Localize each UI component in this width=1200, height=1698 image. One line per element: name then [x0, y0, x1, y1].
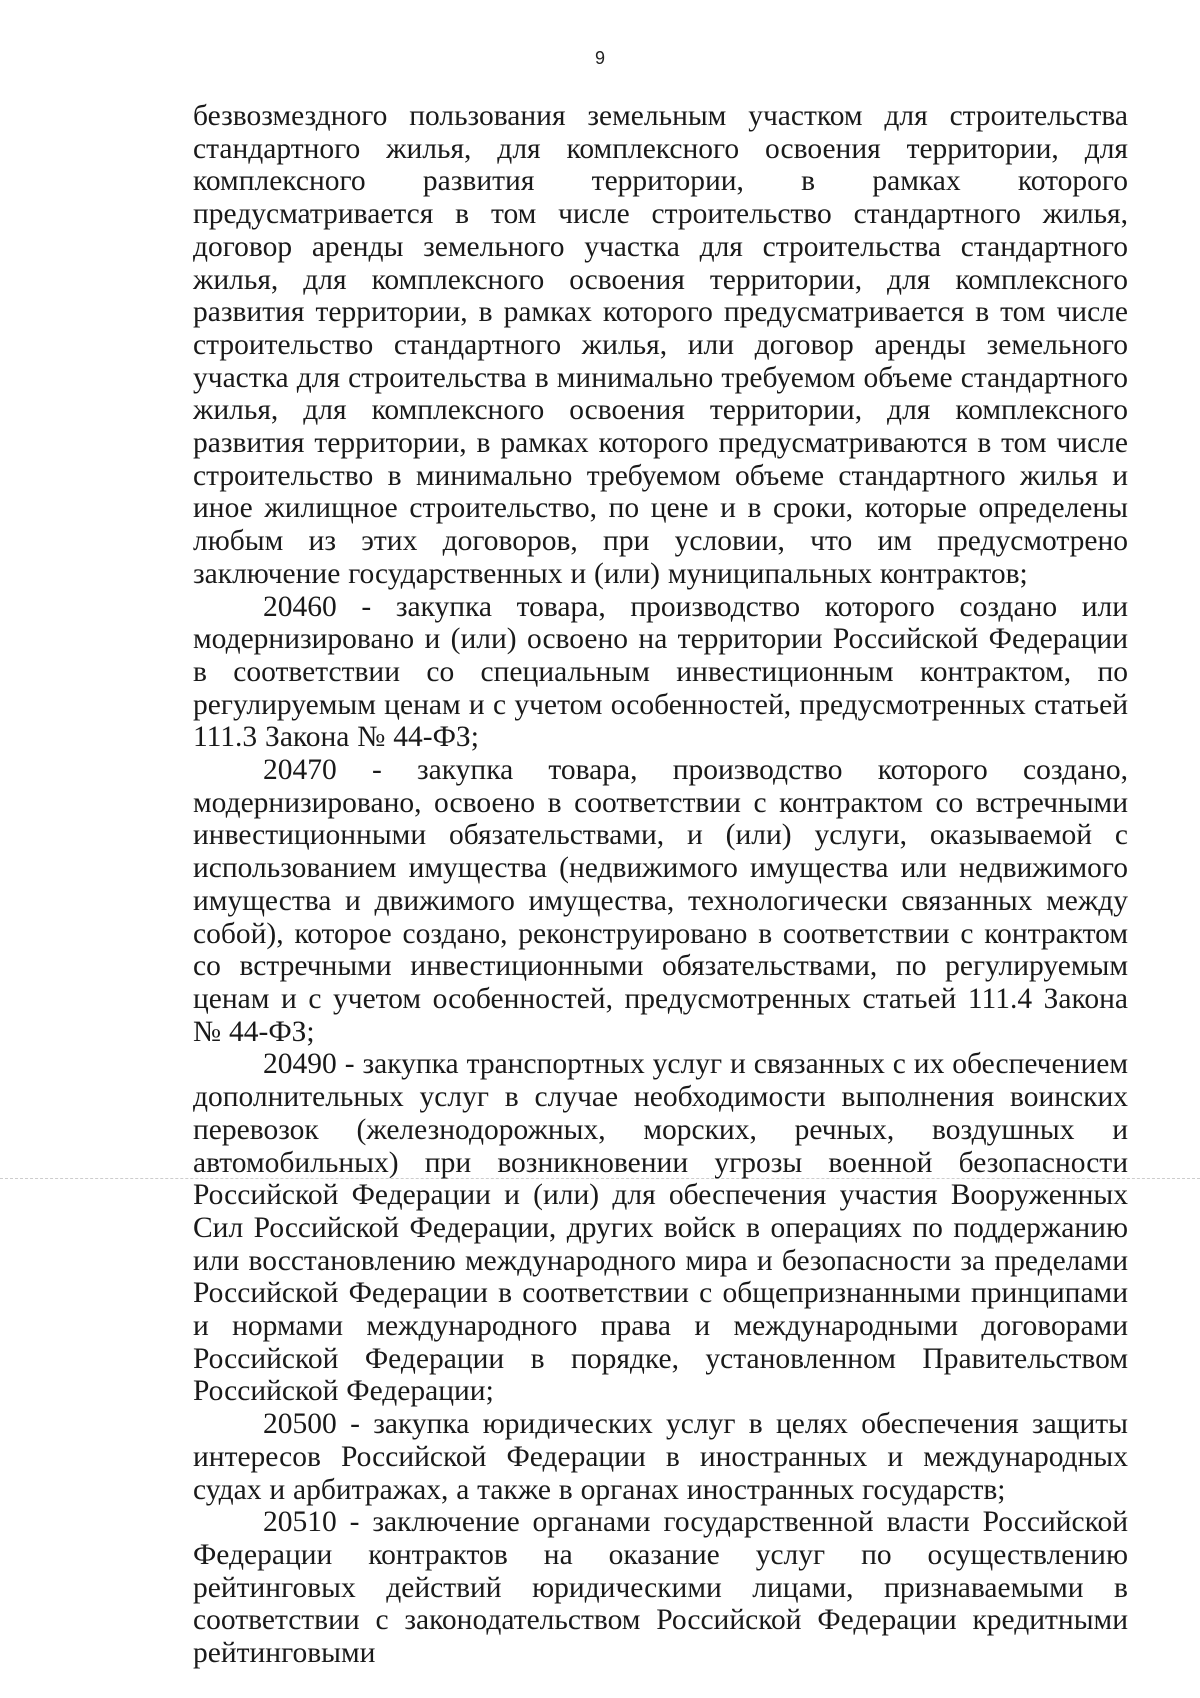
paragraph-text: - закупка юридических услуг в целях обеспечения защиты интересов Российской Федерации в иностранных и международных судах и арбитражах, а также в органах иностранных государств;: [193, 1408, 1128, 1506]
paragraph-code: 20500: [263, 1408, 337, 1441]
paragraph-text: - заключение органами государственной власти Российской Федерации контрактов на оказание услуг по осуществлению рейтинговых действий юридическими лицами, признаваемыми в соответствии с законодательством Российской Федерации кредитными рейтинговыми: [193, 1506, 1128, 1670]
page-number: 9: [594, 48, 605, 68]
paragraph-20490: [193, 1048, 1128, 1408]
paragraph-continuation: [193, 100, 1128, 591]
document-body: [193, 100, 1128, 1670]
paragraph-20470: [193, 754, 1128, 1048]
paragraph-code: 20470: [263, 754, 337, 787]
paragraph-20460: [193, 591, 1128, 755]
paragraph-text: - закупка товара, производство которого создано или модернизировано и (или) освоено на территории Российской Федерации в соответствии со специальным инвестиционным контрактом, по регулируемым ценам и с учетом особенностей, предусмотренных статьей 111.3 Закона № 44-ФЗ;: [193, 590, 1128, 754]
paragraph-code: 20510: [263, 1506, 337, 1539]
paragraph-20500: [193, 1408, 1128, 1506]
paragraph-20510: [193, 1506, 1128, 1670]
paragraph-text: - закупка товара, производство которого создано, модернизировано, освоено в соответствии с контрактом со встречными инвестиционными обязательствами, и (или) услуги, оказываемой с использованием имущества (недвижимого имущества или недвижимого имущества и движимого имущества, технологически связанных между собой), которое создано, реконструировано в соответствии с контрактом со встречными инвестиционными обязательствами, по регулируемым ценам и с учетом особенностей, предусмотренных статьей 111.4 Закона № 44-ФЗ;: [193, 754, 1128, 1048]
paragraph-code: 20490: [263, 1048, 337, 1081]
paragraph-text: - закупка транспортных услуг и связанных с их обеспечением дополнительных услуг в случае необходимости выполнения воинских перевозок (железнодорожных, морских, речных, воздушных и автомобильных) при возникновении угрозы военной безопасности Российской Федерации и (или) для обеспечения участия Вооруженных Сил Российской Федерации, других войск в операциях по поддержанию или восстановлению международного мира и безопасности за пределами Российской Федерации в соответствии с общепризнанными принципами и нормами международного права и международными договорами Российской Федерации в порядке, установленном Правительством Российской Федерации;: [193, 1048, 1128, 1408]
paragraph-text: безвозмездного пользования земельным участком для строительства стандартного жилья, для комплексного освоения территории, для комплексного развития территории, в рамках которого предусматривается в том числе строительство стандартного жилья, договор аренды земельного участка для строительства стандартного жилья, для комплексного освоения территории, для комплексного развития территории, в рамках которого предусматривается в том числе строительство стандартного жилья, или договор аренды земельного участка для строительства в минимально требуемом объеме стандартного жилья, для комплексного освоения территории, для комплексного развития территории, в рамках которого предусматриваются в том числе строительство в минимально требуемом объеме стандартного жилья и иное жилищное строительство, по цене и в сроки, которые определены любым из этих договоров, при условии, что им предусмотрено заключение государственных и (или) муниципальных контрактов;: [193, 100, 1128, 590]
paragraph-code: 20460: [263, 590, 337, 623]
